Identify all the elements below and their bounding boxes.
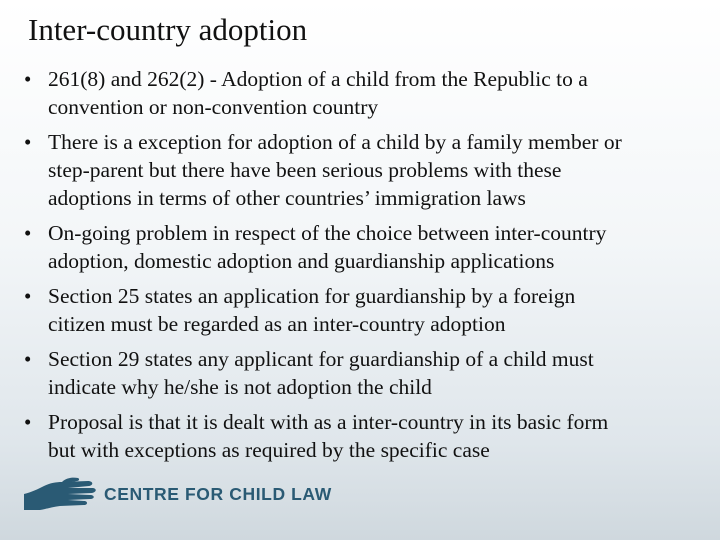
bullet-line: On-going problem in respect of the choice between inter-country [48, 221, 607, 245]
bullet-line: There is a exception for adoption of a child by a family member or [48, 130, 622, 154]
bullet-list [20, 65, 700, 471]
bullet-line: indicate why he/she is not adoption the child [48, 375, 432, 399]
bullet-item [20, 282, 700, 338]
bullet-line: Section 25 states an application for guardianship by a foreign [48, 284, 576, 308]
bullet-item [20, 219, 700, 275]
bullet-line: Section 29 states any applicant for guardianship of a child must [48, 347, 594, 371]
footer-branding [22, 474, 422, 514]
bullet-line: citizen must be regarded as an inter-country adoption [48, 312, 506, 336]
bullet-line: 261(8) and 262(2) - Adoption of a child from the Republic to a [48, 67, 588, 91]
bullet-line: step-parent but there have been serious problems with these [48, 158, 562, 182]
bullet-item [20, 65, 700, 121]
org-name: CENTRE FOR CHILD LAW [104, 484, 332, 504]
bullet-item [20, 345, 700, 401]
bullet-line: but with exceptions as required by the specific case [48, 438, 490, 462]
bullet-marker: • [24, 130, 32, 154]
bullet-marker: • [24, 221, 32, 245]
slide-title: Inter-country adoption [28, 12, 308, 47]
bullet-line: Proposal is that it is dealt with as a inter-country in its basic form [48, 410, 609, 434]
bullet-marker: • [24, 284, 32, 308]
bullet-item [20, 408, 700, 464]
hand-logo-icon [22, 474, 98, 514]
bullet-line: adoptions in terms of other countries’ immigration laws [48, 186, 526, 210]
bullet-marker: • [24, 347, 32, 371]
bullet-marker: • [24, 67, 32, 91]
bullet-line: adoption, domestic adoption and guardianship applications [48, 249, 555, 273]
bullet-item [20, 128, 700, 212]
bullet-marker: • [24, 410, 32, 434]
bullet-line: convention or non-convention country [48, 95, 379, 119]
